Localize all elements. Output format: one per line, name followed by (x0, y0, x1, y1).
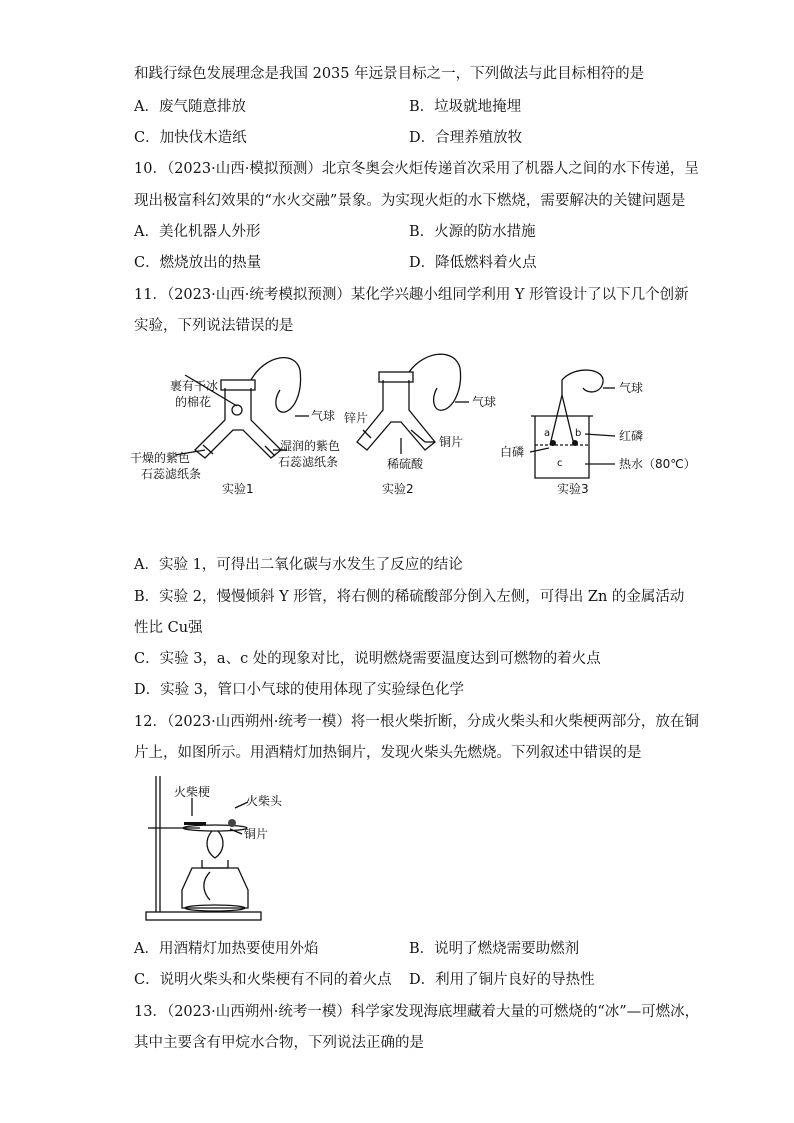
label-match-head: 火柴头 (246, 794, 283, 808)
q11-option-b-line-2[interactable]: 性比 Cu强 (134, 620, 203, 636)
experiment-2-caption: 实验2 (382, 482, 414, 496)
q11-option-b-line-1[interactable]: B．实验 2，慢慢倾斜 Y 形管，将右侧的稀硫酸部分倒入左侧，可得出 Zn 的金属活动 (134, 589, 685, 605)
match-stick-shape (184, 822, 206, 825)
q9-option-c[interactable]: C．加快伐木造纸 (134, 130, 247, 146)
q9-option-b[interactable]: B．垃圾就地掩埋 (409, 99, 522, 115)
label-hot-water: 热水（80℃） (619, 457, 696, 471)
q11-option-d[interactable]: D．实验 3，管口小气球的使用体现了实验绿色化学 (134, 682, 464, 698)
q12-stem-line-1: 12．（2023·山西朔州·统考一模）将一根火柴折断，分成火柴头和火柴梗两部分，放在铜 (134, 714, 699, 730)
label-c: c (557, 458, 563, 469)
q10-option-b[interactable]: B．火源的防水措施 (409, 224, 536, 240)
q9-stem-line: 和践行绿色发展理念是我国 2035 年远景目标之一，下列做法与此目标相符的是 (134, 66, 645, 82)
label-balloon-1: 气球 (311, 409, 336, 423)
label-dry-litmus-1: 干燥的紫色 (130, 451, 191, 465)
q12-option-b[interactable]: B．说明了燃烧需要助燃剂 (409, 941, 580, 957)
label-white-phosphorus: 白磷 (500, 445, 525, 459)
q11-stem-line-1: 11．（2023·山西·统考模拟预测）某化学兴趣小组同学利用 Y 形管设计了以下几个创新 (134, 287, 689, 303)
q10-option-a[interactable]: A．美化机器人外形 (134, 224, 261, 240)
experiment-3-diagram (530, 370, 615, 478)
label-dry-ice-cotton-1: 裹有干冰 (170, 379, 219, 393)
q11-stem-line-2: 实验，下列说法错误的是 (134, 318, 294, 334)
q13-stem-line-1: 13．（2023·山西朔州·统考一模）科学家发现海底埋藏着大量的可燃烧的“冰”—可燃冰， (134, 1004, 700, 1020)
label-zinc: 锌片 (344, 411, 369, 425)
q11-y-tube-figure (125, 350, 705, 510)
label-copper-sheet: 铜片 (244, 827, 269, 841)
q13-stem-line-2: 其中主要含有甲烷水合物，下列说法正确的是 (134, 1035, 424, 1051)
q9-option-d[interactable]: D．合理养殖放牧 (409, 130, 523, 146)
label-match-stick: 火柴梗 (174, 785, 211, 799)
q12-option-c[interactable]: C．说明火柴头和火柴梗有不同的着火点 (134, 972, 392, 988)
label-dry-ice-cotton-2: 的棉花 (175, 395, 212, 409)
q12-option-d[interactable]: D．利用了铜片良好的导热性 (409, 972, 595, 988)
q11-option-a[interactable]: A．实验 1，可得出二氧化碳与水发生了反应的结论 (134, 557, 463, 573)
label-red-phosphorus: 红磷 (619, 429, 644, 443)
q12-match-heating-figure (140, 772, 310, 927)
label-acid: 稀硫酸 (387, 457, 424, 471)
q10-stem-line-1: 10．（2023·山西·模拟预测）北京冬奥会火炬传递首次采用了机器人之间的水下传递，呈 (134, 161, 699, 177)
q12-option-a[interactable]: A．用酒精灯加热要使用外焰 (134, 941, 319, 957)
label-b: b (575, 428, 582, 439)
red-phosphorus-dot (572, 440, 578, 446)
white-phosphorus-dot (550, 440, 556, 446)
label-a: a (544, 428, 551, 439)
label-wet-litmus-2: 石蕊滤纸条 (278, 455, 339, 469)
experiment-3-caption: 实验3 (557, 482, 589, 496)
label-copper-1: 铜片 (439, 435, 464, 449)
q12-stem-line-2: 片上，如图所示。用酒精灯加热铜片，发现火柴头先燃烧。下列叙述中错误的是 (134, 745, 642, 761)
q10-stem-line-2: 现出极富科幻效果的“水火交融”景象。为实现火炬的水下燃烧，需要解决的关键问题是 (134, 193, 686, 209)
q9-option-a[interactable]: A．废气随意排放 (134, 99, 246, 115)
q10-option-c[interactable]: C．燃烧放出的热量 (134, 255, 262, 271)
label-dry-litmus-2: 石蕊滤纸条 (141, 467, 202, 481)
q10-option-d[interactable]: D．降低燃料着火点 (409, 255, 537, 271)
label-balloon-3: 气球 (619, 381, 644, 395)
label-wet-litmus-1: 湿润的紫色 (280, 439, 341, 453)
experiment-1-caption: 实验1 (222, 482, 254, 496)
match-head-shape (228, 819, 236, 827)
q11-option-c[interactable]: C．实验 3，a、c 处的现象对比，说明燃烧需要温度达到可燃物的着火点 (134, 651, 601, 667)
label-balloon-2: 气球 (472, 395, 497, 409)
